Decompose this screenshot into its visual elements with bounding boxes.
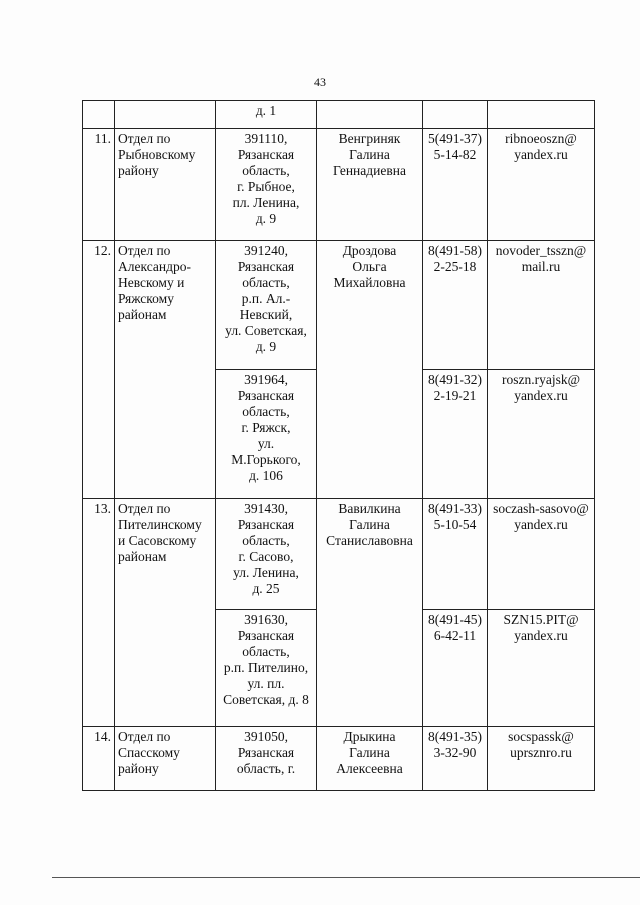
head-cell bbox=[317, 101, 423, 129]
num-cell: 13. bbox=[83, 499, 115, 727]
email-cell: roszn.ryajsk@ yandex.ru bbox=[488, 370, 595, 499]
page-bottom-rule bbox=[52, 877, 640, 878]
phone-cell: 8(491-33) 5-10-54 bbox=[423, 499, 488, 610]
phone-cell: 5(491-37) 5-14-82 bbox=[423, 129, 488, 241]
dept-cell: Отдел по Александро- Невскому и Ряжскому районам bbox=[115, 241, 216, 499]
dept-cell: Отдел по Пителинскому и Сасовскому районам bbox=[115, 499, 216, 727]
email-cell: SZN15.PIT@ yandex.ru bbox=[488, 610, 595, 727]
table-row bbox=[83, 241, 595, 370]
phone-cell: 8(491-35) 3-32-90 bbox=[423, 727, 488, 791]
table-row bbox=[83, 101, 595, 129]
address-cell: 391050, Рязанская область, г. bbox=[216, 727, 317, 791]
address-cell: д. 1 bbox=[216, 101, 317, 129]
num-cell: 14. bbox=[83, 727, 115, 791]
dept-cell: Отдел по Рыбновскому району bbox=[115, 129, 216, 241]
departments-table bbox=[82, 100, 595, 791]
page-number: 43 bbox=[314, 75, 326, 89]
email-cell: ribnoeoszn@ yandex.ru bbox=[488, 129, 595, 241]
address-cell: 391630, Рязанская область, р.п. Пителино, ул. пл. Советская, д. 8 bbox=[216, 610, 317, 727]
address-cell: 391430, Рязанская область, г. Сасово, ул. Ленина, д. 25 bbox=[216, 499, 317, 610]
phone-cell bbox=[423, 101, 488, 129]
address-cell: 391110, Рязанская область, г. Рыбное, пл. Ленина, д. 9 bbox=[216, 129, 317, 241]
email-cell: soczash-sasovo@ yandex.ru bbox=[488, 499, 595, 610]
head-cell: Дроздова Ольга Михайловна bbox=[317, 241, 423, 499]
dept-cell: Отдел по Спасскому району bbox=[115, 727, 216, 791]
num-cell: 12. bbox=[83, 241, 115, 499]
email-cell bbox=[488, 101, 595, 129]
phone-cell: 8(491-32) 2-19-21 bbox=[423, 370, 488, 499]
address-cell: 391240, Рязанская область, р.п. Ал.- Невский, ул. Советская, д. 9 bbox=[216, 241, 317, 370]
head-cell: Вавилкина Галина Станиславовна bbox=[317, 499, 423, 727]
email-cell: socspassk@ uprsznro.ru bbox=[488, 727, 595, 791]
phone-cell: 8(491-45) 6-42-11 bbox=[423, 610, 488, 727]
email-cell: novoder_tsszn@ mail.ru bbox=[488, 241, 595, 370]
table-row bbox=[83, 499, 595, 610]
table-row bbox=[83, 129, 595, 241]
head-cell: Венгриняк Галина Геннадиевна bbox=[317, 129, 423, 241]
num-cell: 11. bbox=[83, 129, 115, 241]
address-cell: 391964, Рязанская область, г. Ряжск, ул. М.Горького, д. 106 bbox=[216, 370, 317, 499]
table-row bbox=[83, 727, 595, 791]
head-cell: Дрыкина Галина Алексеевна bbox=[317, 727, 423, 791]
dept-cell bbox=[115, 101, 216, 129]
num-cell bbox=[83, 101, 115, 129]
phone-cell: 8(491-58) 2-25-18 bbox=[423, 241, 488, 370]
